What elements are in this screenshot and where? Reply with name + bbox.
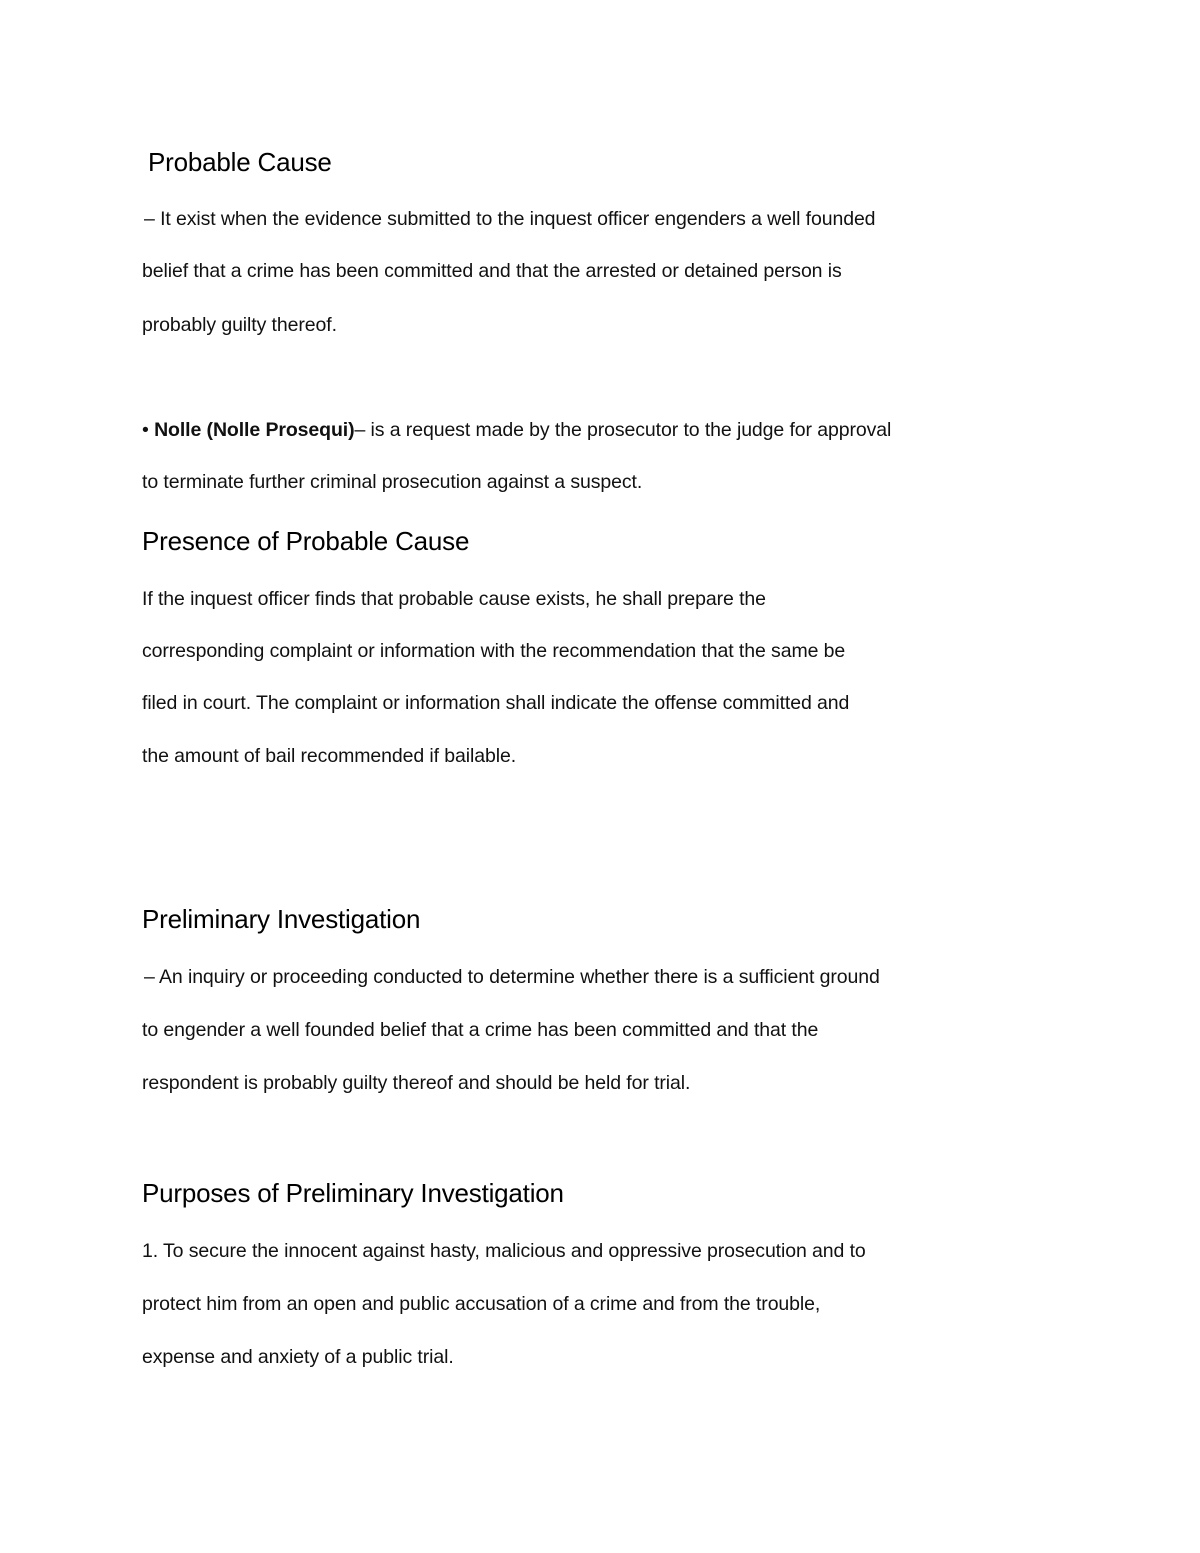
nolle-term: Nolle (Nolle Prosequi) bbox=[154, 419, 355, 441]
purposes-line-1: 1. To secure the innocent against hasty, malicious and oppressive prosecution and to bbox=[142, 1240, 866, 1262]
presence-line-1: If the inquest officer finds that probable cause exists, he shall prepare the bbox=[142, 588, 766, 610]
presence-line-4: the amount of bail recommended if bailable. bbox=[142, 745, 517, 767]
purposes-line-2: protect him from an open and public accusation of a crime and from the trouble, bbox=[142, 1293, 821, 1315]
preliminary-line-3: respondent is probably guilty thereof and should be held for trial. bbox=[142, 1072, 691, 1094]
probable-cause-line-2: belief that a crime has been committed and that the arrested or detained person is bbox=[142, 260, 842, 282]
presence-line-3: filed in court. The complaint or information shall indicate the offense committed and bbox=[142, 692, 850, 714]
presence-line-2: corresponding complaint or information with the recommendation that the same be bbox=[142, 640, 846, 662]
preliminary-line-1: – An inquiry or proceeding conducted to determine whether there is a sufficient ground bbox=[144, 966, 880, 988]
purposes-line-3: expense and anxiety of a public trial. bbox=[142, 1346, 454, 1368]
nolle-definition-start: – is a request made by the prosecutor to the judge for approval bbox=[354, 419, 892, 441]
heading-purposes-of-preliminary-investigation: Purposes of Preliminary Investigation bbox=[142, 1178, 564, 1208]
preliminary-line-2: to engender a well founded belief that a crime has been committed and that the bbox=[142, 1019, 819, 1041]
heading-probable-cause: Probable Cause bbox=[148, 147, 332, 177]
heading-preliminary-investigation: Preliminary Investigation bbox=[142, 904, 421, 934]
nolle-line-1 bbox=[142, 419, 891, 442]
nolle-line-2: to terminate further criminal prosecution against a suspect. bbox=[142, 471, 643, 493]
probable-cause-line-3: probably guilty thereof. bbox=[142, 314, 337, 336]
probable-cause-line-1: – It exist when the evidence submitted to the inquest officer engenders a well founded bbox=[144, 208, 876, 230]
bullet-icon: • bbox=[142, 419, 149, 441]
heading-presence-of-probable-cause: Presence of Probable Cause bbox=[142, 526, 470, 556]
